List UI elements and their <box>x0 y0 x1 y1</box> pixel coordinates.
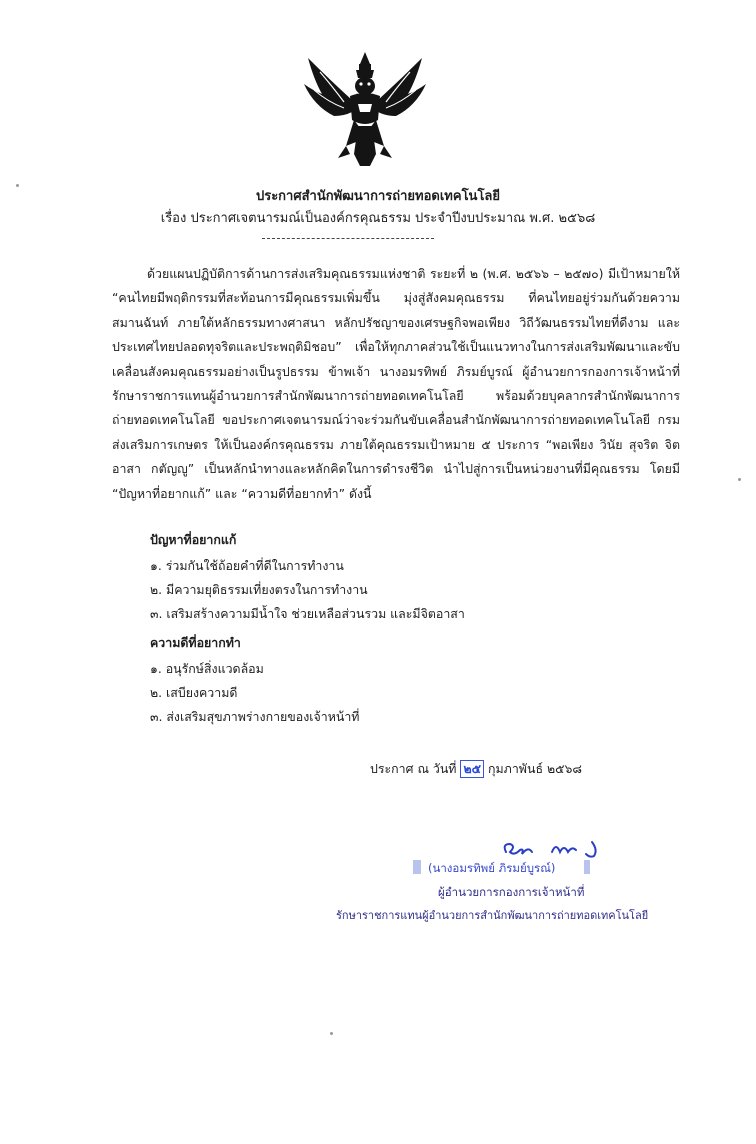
date-suffix: กุมภาพันธ์ ๒๕๖๘ <box>488 761 582 776</box>
date-day-stamp: ๒๕ <box>460 760 484 778</box>
scan-speck <box>738 478 741 481</box>
signer-name: (นางอมรทิพย์ ภิรมย์บูรณ์) <box>428 861 556 875</box>
stamp-mark <box>413 860 421 874</box>
scan-speck <box>16 184 19 187</box>
list-item: ๒. มีความยุติธรรมเที่ยงตรงในการทำงาน <box>150 582 368 597</box>
stamp-mark <box>584 860 590 874</box>
list-item: ๒. เสบียงความดี <box>150 685 238 700</box>
goods-heading: ความดีที่อยากทำ <box>150 635 241 650</box>
problems-heading: ปัญหาที่อยากแก้ <box>150 532 237 547</box>
goods-section <box>150 634 359 729</box>
problems-section <box>150 531 465 626</box>
list-item: ๓. ส่งเสริมสุขภาพร่างกายของเจ้าหน้าที่ <box>150 709 360 724</box>
list-item: ๑. อนุรักษ์สิ่งแวดล้อม <box>150 661 264 676</box>
signer-acting-position: รักษาราชการแทนผู้อำนวยการสำนักพัฒนาการถ่ายทอดเทคโนโลยี <box>336 909 649 922</box>
announcement-title: ประกาศสำนักพัฒนาการถ่ายทอดเทคโนโลยี <box>255 189 501 204</box>
signer-position: ผู้อำนวยการกองการเจ้าหน้าที่ <box>438 885 585 899</box>
scan-speck <box>330 1032 333 1035</box>
divider <box>262 238 434 239</box>
announcement-subject: เรื่อง ประกาศเจตนารมณ์เป็นองค์กรคุณธรรม ประจำปีงบประมาณ พ.ศ. ๒๕๖๘ <box>160 211 596 226</box>
list-item: ๓. เสริมสร้างความมีน้ำใจ ช่วยเหลือส่วนรวม และมีจิตอาสา <box>150 606 465 621</box>
body-paragraph: ด้วยแผนปฏิบัติการด้านการส่งเสริมคุณธรรมแห่งชาติ ระยะที่ ๒ (พ.ศ. ๒๕๖๖ – ๒๕๗๐) มีเป้าหมายให้ “คนไทยมีพฤติกรรมที่สะท้อนการมีคุณธรรมเพิ่มขึ้น มุ่งสู่สังคมคุณธรรม ที่คนไทยอยู่ร่วมกันด้วยความสมานฉันท์ ภายใต้หลักธรรมทางศาสนา หลักปรัชญาของเศรษฐกิจพอเพียง วิถีวัฒนธรรมไทยที่ดีงาม และประเทศไทยปลอดทุจริตและประพฤติมิชอบ” เพื่อให้ทุกภาคส่วนใช้เป็นแนวทางในการส่งเสริมพัฒนาและขับเคลื่อนสังคมคุณธรรมอย่างเป็นรูปธรรม ข้าพเจ้า นางอมรทิพย์ ภิรมย์บูรณ์ ผู้อำนวยการกองการเจ้าหน้าที่ รักษาราชการแทนผู้อำนวยการสำนักพัฒนาการถ่ายทอดเทคโนโลยี พร้อมด้วยบุคลากรสำนักพัฒนาการถ่ายทอดเทคโนโลยี ขอประกาศเจตนารมณ์ว่าจะร่วมกันขับเคลื่อนสำนักพัฒนาการถ่ายทอดเทคโนโลยี กรมส่งเสริมการเกษตร ให้เป็นองค์กรคุณธรรม ภายใต้คุณธรรมเป้าหมาย ๕ ประการ “พอเพียง วินัย สุจริต จิตอาสา กตัญญู” เป็นหลักนำทางและหลักคิดในการดำรงชีวิต นำไปสู่การเป็นหน่วยงานที่มีคุณธรรม โดยมี “ปัญหาที่อยากแก้” และ “ความดีที่อยากทำ” ดังนี้ <box>112 266 680 501</box>
announcement-date <box>370 760 582 779</box>
garuda-emblem-icon <box>300 50 430 168</box>
date-prefix: ประกาศ ณ วันที่ <box>370 761 457 776</box>
list-item: ๑. ร่วมกันใช้ถ้อยคำที่ดีในการทำงาน <box>150 558 344 573</box>
